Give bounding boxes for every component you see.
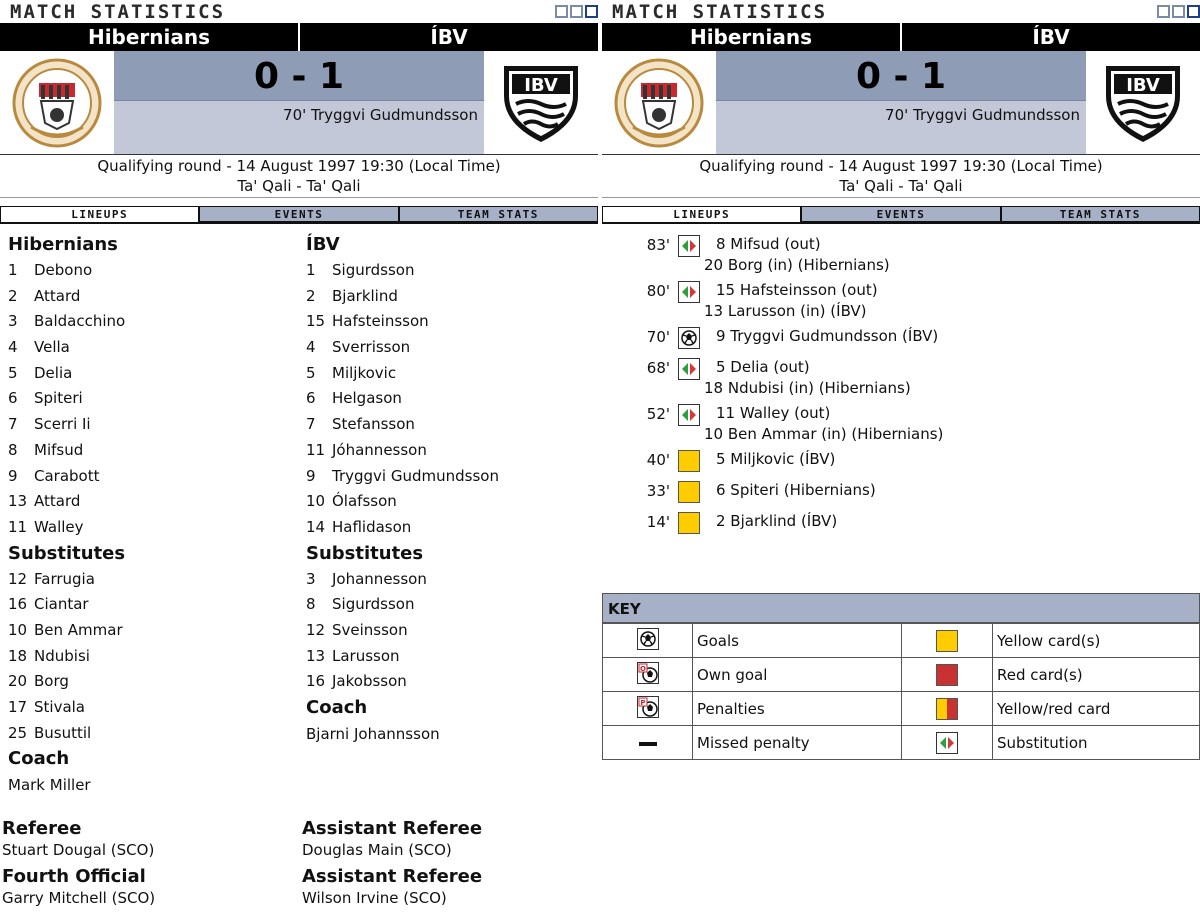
event-line-1: 6 Spiteri (Hibernians) — [716, 481, 876, 499]
own-goal-icon — [637, 662, 659, 688]
away-lineup — [306, 232, 602, 747]
yellow-card-icon — [936, 630, 958, 652]
assistant-referee-2 — [302, 866, 598, 908]
yellow-key-label: Yellow card(s) — [993, 624, 1200, 658]
own-goal-key-label: Own goal — [693, 658, 902, 692]
score-block — [0, 51, 598, 155]
substitution-icon — [936, 732, 958, 754]
substitution-key-label: Substitution — [993, 726, 1200, 760]
player-row — [306, 515, 602, 541]
venue-line: Ta' Qali - Ta' Qali — [839, 177, 963, 195]
home-lineup — [8, 232, 304, 798]
player-number: 16 — [306, 672, 326, 691]
match-stats-panel-events — [602, 0, 1200, 912]
event-line-2: 18 Ndubisi (in) (Hibernians) — [704, 379, 911, 397]
player-number: 3 — [306, 569, 316, 588]
player-row — [8, 335, 304, 361]
penalty-key-label: Penalties — [693, 692, 902, 726]
player-name[interactable]: Helgason — [332, 389, 402, 408]
player-row — [8, 695, 304, 721]
player-name[interactable]: Ndubisi — [34, 646, 90, 665]
player-row — [306, 618, 602, 644]
player-name[interactable]: Sveinsson — [332, 620, 408, 639]
fourth-official-name: Garry Mitchell (SCO) — [2, 889, 156, 907]
player-row — [8, 361, 304, 387]
player-name[interactable]: Tryggvi Gudmundsson — [332, 466, 499, 485]
window-controls — [1157, 5, 1200, 19]
own-goal-key-icon-cell — [603, 658, 693, 692]
home-subs-list — [8, 567, 304, 747]
away-starters-list — [306, 258, 602, 541]
player-name[interactable]: Attard — [34, 492, 81, 511]
player-name[interactable]: Stefansson — [332, 415, 415, 434]
away-subs-list — [306, 567, 602, 695]
ibv-crest-icon — [498, 60, 584, 146]
tab-events[interactable]: EVENTS — [801, 206, 1000, 222]
key-legend — [602, 593, 1200, 760]
player-number: 4 — [306, 338, 316, 357]
event-line-2: 10 Ben Ammar (in) (Hibernians) — [704, 425, 944, 443]
event-text — [716, 480, 876, 501]
goal-key-icon-cell — [603, 624, 693, 658]
minimize-button[interactable] — [1157, 5, 1170, 18]
venue-line: Ta' Qali - Ta' Qali — [237, 177, 361, 195]
away-team-name[interactable]: ÍBV — [430, 25, 468, 49]
player-row — [306, 464, 602, 490]
referee-name: Stuart Dougal (SCO) — [2, 841, 155, 859]
player-row — [306, 284, 602, 310]
window-title: MATCH STATISTICS — [612, 1, 828, 23]
player-number: 6 — [306, 389, 316, 408]
player-number: 1 — [306, 261, 316, 279]
substitution-icon — [678, 404, 700, 426]
event-line-1: 5 Miljkovic (ÍBV) — [716, 450, 836, 468]
event-line-2: 20 Borg (in) (Hibernians) — [704, 256, 890, 274]
away-coach-heading: Coach — [306, 697, 368, 718]
player-name[interactable]: Haflidason — [332, 517, 412, 536]
title-bar — [602, 0, 1200, 23]
player-number: 8 — [306, 595, 316, 614]
yellow-card-icon — [678, 512, 700, 534]
player-row — [306, 386, 602, 412]
player-name[interactable]: Busuttil — [34, 723, 92, 742]
goal-icon — [637, 628, 659, 654]
window-title: MATCH STATISTICS — [10, 1, 226, 23]
player-name[interactable]: Sigurdsson — [332, 595, 415, 614]
player-number: 25 — [8, 723, 28, 742]
penalty-icon — [637, 696, 659, 722]
player-row — [8, 669, 304, 695]
event-text — [704, 280, 878, 322]
player-name[interactable]: Hafsteinsson — [332, 312, 429, 331]
player-number: 8 — [8, 440, 18, 459]
tab-team-stats[interactable]: TEAM STATS — [399, 206, 598, 222]
key-row — [603, 692, 1200, 726]
goal-scorer-line: 70' Tryggvi Gudmundsson — [114, 101, 484, 154]
svg-text:IBV: IBV — [524, 74, 558, 96]
assistant-referee-1 — [302, 818, 598, 860]
player-number: 11 — [306, 440, 326, 459]
player-number: 15 — [306, 312, 326, 331]
player-number: 14 — [306, 517, 326, 536]
missed-penalty-key-label: Missed penalty — [693, 726, 902, 760]
tab-lineups[interactable]: LINEUPS — [0, 206, 199, 222]
away-lineup-heading: ÍBV — [306, 234, 340, 255]
hibernians-crest-icon — [613, 57, 705, 149]
event-line-1: 15 Hafsteinsson (out) — [716, 281, 878, 299]
event-text — [704, 234, 890, 276]
substitution-icon — [678, 281, 700, 303]
goal-icon — [678, 327, 700, 349]
player-number: 7 — [306, 415, 316, 434]
yellow-key-icon-cell — [902, 624, 993, 658]
player-number: 20 — [8, 672, 28, 691]
score-block — [602, 51, 1200, 155]
goal-scorer-line: 70' Tryggvi Gudmundsson — [716, 101, 1086, 154]
home-lineup-heading: Hibernians — [8, 234, 118, 255]
divider — [602, 197, 1200, 198]
player-name[interactable]: Delia — [34, 363, 73, 382]
yellow-card-icon — [678, 481, 700, 503]
player-row — [306, 335, 602, 361]
svg-text:IBV: IBV — [1126, 74, 1160, 96]
player-number: 4 — [8, 338, 18, 357]
assistant-referee-1-name: Douglas Main (SCO) — [302, 841, 452, 859]
home-crest — [0, 51, 114, 154]
referee-title: Referee — [2, 818, 82, 839]
key-heading: KEY — [602, 593, 1200, 623]
round-line: Qualifying round - 14 August 1997 19:30 (Local Time) — [97, 157, 501, 175]
player-row — [306, 361, 602, 387]
player-name[interactable]: Baldacchino — [34, 312, 126, 331]
svg-text:O: O — [639, 664, 646, 673]
player-number: 11 — [8, 517, 28, 536]
event-minute: 80' — [646, 282, 670, 300]
tab-lineups[interactable]: LINEUPS — [602, 206, 801, 222]
red-card-icon — [936, 664, 958, 686]
player-number: 1 — [8, 261, 18, 279]
player-row — [8, 284, 304, 310]
match-score: 0 - 1 — [114, 51, 484, 101]
divider — [0, 197, 598, 198]
red-key-label: Red card(s) — [993, 658, 1200, 692]
substitution-icon — [678, 235, 700, 257]
player-name[interactable]: Ólafsson — [332, 492, 397, 511]
player-row — [8, 438, 304, 464]
match-info — [0, 156, 598, 196]
player-number: 12 — [306, 620, 326, 639]
player-name[interactable]: Jakobsson — [332, 672, 407, 691]
player-number: 9 — [8, 466, 18, 485]
event-line-1: 11 Walley (out) — [716, 404, 831, 422]
player-row — [8, 618, 304, 644]
player-name[interactable]: Borg — [34, 672, 69, 691]
player-number: 3 — [8, 312, 18, 331]
player-row — [306, 412, 602, 438]
player-number: 10 — [8, 620, 28, 639]
yellow-red-key-label: Yellow/red card — [993, 692, 1200, 726]
key-row — [603, 726, 1200, 760]
event-text — [716, 326, 938, 347]
title-bar — [0, 0, 598, 23]
assistant-referee-2-title: Assistant Referee — [302, 866, 483, 887]
player-name[interactable]: Debono — [34, 261, 93, 279]
player-name[interactable]: Ben Ammar — [34, 620, 123, 639]
teams-row — [0, 23, 598, 51]
maximize-button[interactable] — [1172, 5, 1185, 18]
player-name[interactable]: Mifsud — [34, 440, 84, 459]
player-name[interactable]: Stivala — [34, 698, 85, 716]
match-info — [602, 156, 1200, 196]
hibernians-crest-icon — [11, 57, 103, 149]
player-number: 7 — [8, 415, 18, 434]
close-button[interactable] — [1187, 5, 1200, 18]
home-crest — [602, 51, 716, 154]
player-number: 10 — [306, 492, 326, 511]
player-name[interactable]: Johannesson — [332, 569, 427, 588]
player-row — [306, 592, 602, 618]
event-line-1: 2 Bjarklind (ÍBV) — [716, 512, 838, 530]
ibv-crest-icon — [1100, 60, 1186, 146]
key-table — [602, 623, 1200, 760]
player-row — [306, 644, 602, 670]
player-row — [8, 592, 304, 618]
event-line-1: 9 Tryggvi Gudmundsson (ÍBV) — [716, 327, 939, 345]
away-crest — [1086, 51, 1200, 154]
player-row — [8, 386, 304, 412]
player-row — [8, 412, 304, 438]
player-number: 2 — [306, 286, 316, 305]
tab-team-stats[interactable]: TEAM STATS — [1001, 206, 1200, 222]
teams-row — [602, 23, 1200, 51]
player-name[interactable]: Sverrisson — [332, 338, 411, 357]
player-row — [306, 258, 602, 284]
player-row — [8, 567, 304, 593]
fourth-official — [2, 866, 298, 908]
key-row — [603, 624, 1200, 658]
event-minute: 83' — [646, 236, 670, 254]
substitution-key-icon-cell — [902, 726, 993, 760]
event-line-1: 8 Mifsud (out) — [716, 235, 821, 253]
minimize-button[interactable] — [555, 5, 568, 18]
yellow-card-icon — [678, 450, 700, 472]
player-name[interactable]: Farrugia — [34, 569, 95, 588]
maximize-button[interactable] — [570, 5, 583, 18]
event-minute: 40' — [646, 451, 670, 469]
event-line-1: 5 Delia (out) — [716, 358, 810, 376]
player-name[interactable]: Carabott — [34, 466, 100, 485]
tab-bar — [602, 206, 1200, 224]
player-row — [8, 644, 304, 670]
player-name[interactable]: Vella — [34, 338, 70, 357]
event-text — [716, 511, 837, 532]
player-row — [306, 567, 602, 593]
player-name[interactable]: Scerri Ii — [34, 415, 91, 434]
home-starters-list — [8, 258, 304, 541]
player-name[interactable]: Attard — [34, 286, 81, 305]
player-name[interactable]: Jóhannesson — [332, 440, 427, 459]
away-coach-name: Bjarni Johannsson — [306, 725, 440, 743]
event-text — [704, 403, 944, 445]
event-line-2: 13 Larusson (in) (ÍBV) — [704, 302, 867, 320]
away-team-name[interactable]: ÍBV — [1032, 25, 1070, 49]
yellow-red-key-icon-cell — [902, 692, 993, 726]
player-name[interactable]: Sigurdsson — [332, 261, 415, 279]
match-score: 0 - 1 — [716, 51, 1086, 101]
event-minute: 70' — [646, 328, 670, 346]
player-row — [8, 721, 304, 747]
player-number: 17 — [8, 698, 28, 716]
player-number: 5 — [306, 363, 316, 382]
fourth-official-title: Fourth Official — [2, 866, 146, 887]
player-number: 9 — [306, 466, 316, 485]
player-number: 13 — [8, 492, 28, 511]
player-number: 18 — [8, 646, 28, 665]
missed-penalty-key-icon-cell — [603, 726, 693, 760]
event-minute: 52' — [646, 405, 670, 423]
player-row — [8, 489, 304, 515]
player-number: 16 — [8, 595, 28, 614]
player-number: 5 — [8, 363, 18, 382]
home-coach-heading: Coach — [8, 748, 70, 770]
round-line: Qualifying round - 14 August 1997 19:30 (Local Time) — [699, 157, 1103, 175]
player-row — [306, 489, 602, 515]
home-team-name[interactable]: Hibernians — [0, 23, 300, 51]
assistant-referee-1-title: Assistant Referee — [302, 818, 483, 839]
player-number: 13 — [306, 646, 326, 665]
player-name[interactable]: Spiteri — [34, 389, 83, 408]
event-text — [716, 449, 835, 470]
close-button[interactable] — [585, 5, 598, 18]
event-text — [704, 357, 911, 399]
player-number: 6 — [8, 389, 18, 408]
player-number: 2 — [8, 286, 18, 305]
player-name[interactable]: Ciantar — [34, 595, 89, 614]
player-row — [8, 258, 304, 284]
player-row — [306, 309, 602, 335]
away-subs-heading: Substitutes — [306, 542, 424, 564]
player-name[interactable]: Walley — [34, 517, 84, 536]
key-row — [603, 658, 1200, 692]
event-minute: 33' — [646, 482, 670, 500]
home-coach-name: Mark Miller — [8, 776, 91, 795]
yellow-red-card-icon — [936, 698, 958, 720]
player-name[interactable]: Miljkovic — [332, 363, 397, 382]
player-row — [8, 309, 304, 335]
tab-bar — [0, 206, 598, 224]
missed-penalty-icon — [638, 734, 658, 752]
player-name[interactable]: Larusson — [332, 646, 400, 665]
player-row — [306, 438, 602, 464]
assistant-referee-2-name: Wilson Irvine (SCO) — [302, 889, 447, 907]
event-minute: 14' — [646, 513, 670, 531]
penalty-key-icon-cell — [603, 692, 693, 726]
substitution-icon — [678, 358, 700, 380]
away-crest — [484, 51, 598, 154]
player-row — [8, 515, 304, 541]
player-row — [8, 464, 304, 490]
goal-key-label: Goals — [693, 624, 902, 658]
player-number: 12 — [8, 569, 28, 588]
window-controls — [555, 5, 598, 19]
referee — [2, 818, 298, 860]
svg-text:P: P — [639, 698, 646, 707]
red-key-icon-cell — [902, 658, 993, 692]
event-minute: 68' — [646, 359, 670, 377]
player-row — [306, 669, 602, 695]
home-subs-heading: Substitutes — [8, 542, 126, 564]
tab-events[interactable]: EVENTS — [199, 206, 398, 222]
home-team-name[interactable]: Hibernians — [602, 23, 902, 51]
player-name[interactable]: Bjarklind — [332, 286, 398, 305]
